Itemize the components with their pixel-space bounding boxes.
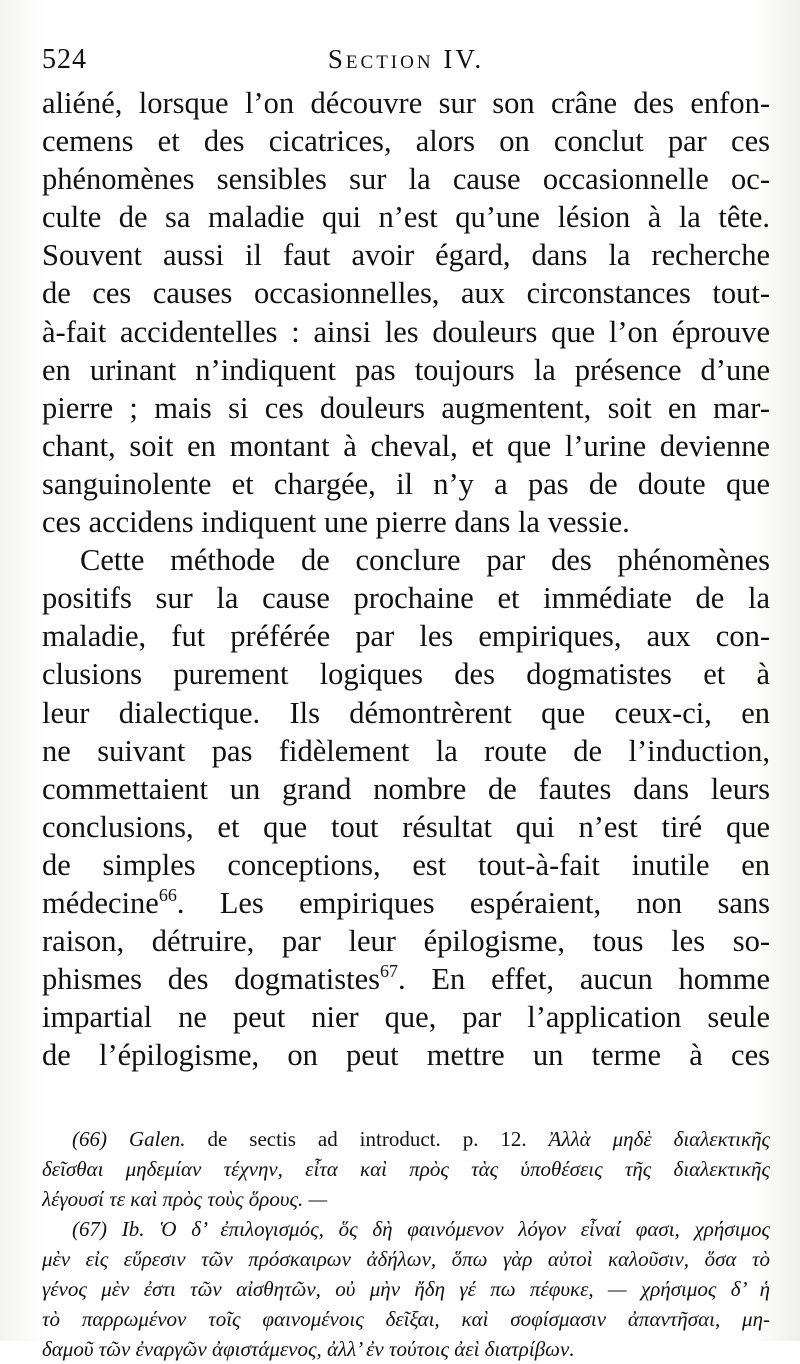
- text-line: pierre ; mais si ces douleurs augmentent, soit en mar-: [42, 390, 770, 425]
- footnote-author: Galen.: [128, 1127, 186, 1152]
- main-text: [42, 84, 770, 1074]
- text-line: ne suivant pas fidèlement la route de l’induction,: [42, 733, 770, 768]
- text-line: Souvent aussi il faut avoir égard, dans la recherche: [42, 238, 770, 273]
- text-line: clusions purement logiques des dogmatistes et à: [42, 657, 770, 692]
- text-line: culte de sa maladie qui n’est qu’une lésion à la tête.: [42, 200, 770, 235]
- text-line: [42, 960, 770, 998]
- footnote-reference: Ib.: [121, 1217, 145, 1242]
- footnote-67-line: δαμοῦ τῶν ἐναργῶν ἀφιστάμενος, ἀλλ’ ἐν τούτοις ἀεὶ διατρίβων.: [42, 1337, 575, 1362]
- footnote-66-line: [42, 1124, 770, 1154]
- text-line: sanguinolente et chargée, il n’y a pas de doute que: [42, 466, 770, 501]
- text-segment: . En effet, aucun homme: [397, 962, 770, 997]
- text-line: de l’épilogisme, on peut mettre un terme à ces: [42, 1038, 770, 1073]
- footnote-67-line: [42, 1214, 770, 1244]
- greek-text: Ὁ δ’ ἐπιλογισμός, ὅς δὴ φαινόμενον λόγον εἶναί φασι, χρήσιμος: [159, 1217, 770, 1242]
- text-line: aliéné, lorsque l’on découvre sur son crâne des enfon-: [42, 86, 770, 120]
- text-line: ces accidens indiquent une pierre dans la vessie.: [42, 505, 630, 540]
- text-line: de simples conceptions, est tout-à-fait inutile en: [42, 847, 770, 882]
- text-line: maladie, fut préférée par les empiriques, aux con-: [42, 619, 770, 654]
- text-line: [42, 884, 770, 922]
- text-line: chant, soit en montant à cheval, et que l’urine devienne: [42, 428, 770, 463]
- text-line: phénomènes sensibles sur la cause occasionnelle oc-: [42, 162, 770, 197]
- footnote-marker: (67): [72, 1217, 107, 1242]
- text-line: commettaient un grand nombre de fautes dans leurs: [42, 771, 770, 806]
- footnote-67-line: τὸ παρρωμένον τοῖς φαινομένοις δεῖξαι, καὶ σοφίσμασιν ἀπαντῆσαι, μη-: [42, 1307, 770, 1332]
- page-number: 524: [42, 44, 87, 75]
- text-segment: médecine: [42, 885, 159, 920]
- text-line: en urinant n’indiquent pas toujours la présence d’une: [42, 352, 770, 387]
- text-line: leur dialectique. Ils démontrèrent que ceux-ci, en: [42, 695, 770, 730]
- text-line: cemens et des cicatrices, alors on conclut par ces: [42, 124, 770, 159]
- text-line: Cette méthode de conclure par des phénomènes: [80, 543, 770, 578]
- greek-text: Ἀλλὰ μηδὲ διαλεκτικῆς: [548, 1127, 770, 1152]
- text-line: de ces causes occasionnelles, aux circonstances tout-: [42, 276, 770, 311]
- text-line: positifs sur la cause prochaine et immédiate de la: [42, 581, 770, 616]
- footnote-marker: (66): [72, 1127, 107, 1152]
- footnote-66-line: δεῖσθαι μηδεμίαν τέχνην, εἶτα καὶ πρὸς τὰς ὑποθέσεις τῆς διαλεκτικῆς: [42, 1157, 770, 1182]
- footnotes: [42, 1124, 770, 1364]
- section-title: Section IV.: [327, 44, 485, 74]
- footnote-reference-66: 66: [158, 884, 177, 905]
- footnote-reference-67: 67: [379, 961, 398, 982]
- footnote-66-line: λέγουσί τε καὶ πρὸς τοὺς ὅρους. —: [42, 1187, 328, 1212]
- footnote-67-line: γένος μὲν ἐστι τῶν αἰσθητῶν, οὐ μὴν ἤδη γέ πω πέφυκε, — χρήσιμος δ’ ἡ: [42, 1277, 770, 1302]
- text-segment: phismes des dogmatistes: [42, 962, 380, 997]
- text-segment: . Les empiriques espéraient, non sans: [176, 885, 770, 920]
- text-line: à-fait accidentelles : ainsi les douleurs que l’on éprouve: [42, 314, 770, 349]
- footnote-reference: de sectis ad introduct. p. 12.: [207, 1127, 527, 1152]
- text-line: raison, détruire, par leur épilogisme, tous les so-: [42, 924, 770, 959]
- footnote-67-line: μὲν εἰς εὕρεσιν τῶν πρόσκαιρων ἀδήλων, ὅπω γὰρ αὐτοὶ καλοῦσιν, ὅσα τὸ: [42, 1247, 770, 1272]
- text-line: impartial ne peut nier que, par l’application seule: [42, 1000, 770, 1035]
- text-line: conclusions, et que tout résultat qui n’est tiré que: [42, 809, 770, 844]
- page-header: [42, 44, 770, 84]
